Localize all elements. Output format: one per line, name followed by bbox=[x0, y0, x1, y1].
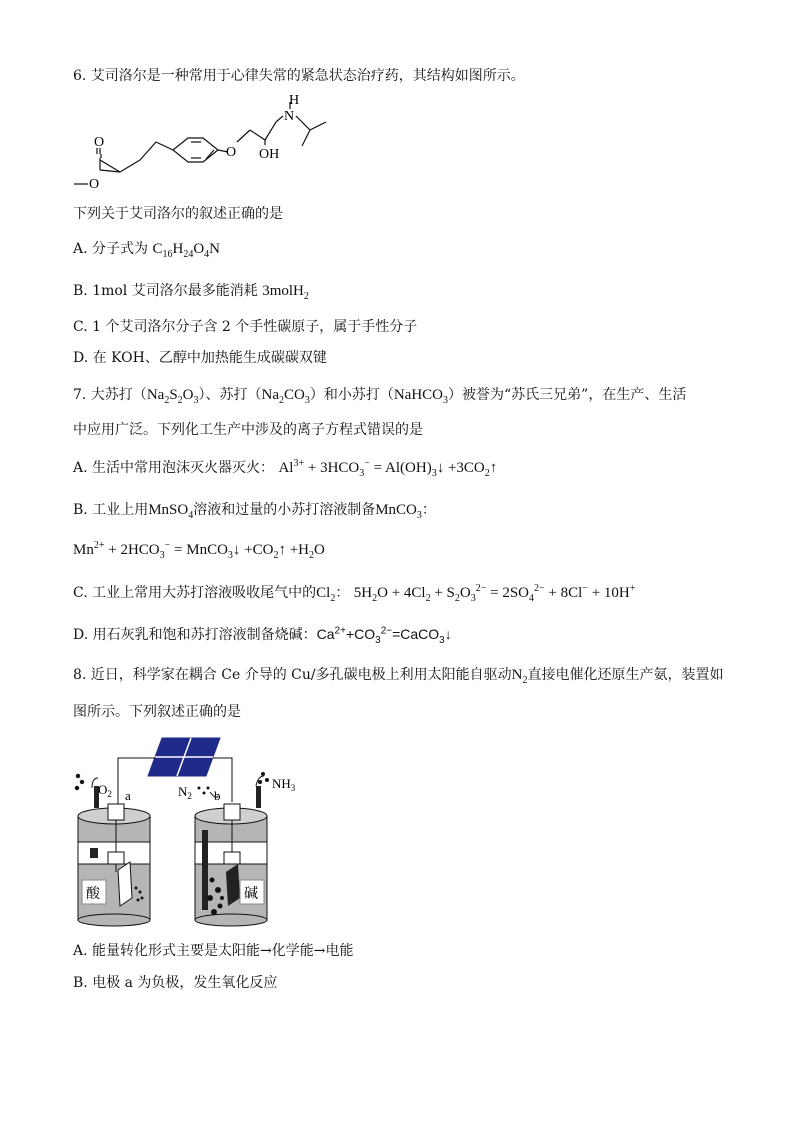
q7-stem: 7. 大苏打$(Na_2S_2O_3)$、苏打$(Na_2CO_3)$和小苏打（NaHCO$_3$）被誉为“苏氏三兄弟”，在生产、生活 bbox=[73, 387, 687, 406]
q8-stem: 8. 近日，科学家在耦合 Ce 介导的 Cu/多孔碳电极上利用太阳能自驱动$N_2$直接电催化还原生产氨，装置如 bbox=[73, 667, 724, 686]
acid-cell bbox=[78, 786, 150, 926]
q6-prompt: 下列关于艾司洛尔的叙述正确的是 bbox=[73, 206, 283, 222]
label-base: 碱 bbox=[244, 887, 258, 902]
label-n2: $N_2$ bbox=[178, 784, 192, 801]
label-nh3: $NH_3$ bbox=[272, 776, 296, 793]
q7-option-c: C. 工业上常用大苏打溶液吸收尾气中的$Cl_2$： $5H_2O + 4Cl_2 + S_2O_3^{2-} = 2SO_4^{2-} + 8Cl^- + 10H^+$ bbox=[73, 583, 636, 604]
structure-label-h: H bbox=[289, 93, 300, 108]
structure-label-n: N bbox=[284, 109, 295, 124]
structure-label-ether-o: O bbox=[226, 145, 237, 160]
label-acid: 酸 bbox=[86, 887, 100, 902]
q8-option-a: A. 能量转化形式主要是太阳能→化学能→电能 bbox=[73, 943, 354, 959]
q8-option-b: B. 电极 a 为负极，发生氧化反应 bbox=[73, 975, 278, 991]
q6-option-d: D. 在 KOH、乙醇中加热能生成碳碳双键 bbox=[73, 350, 327, 366]
label-o2: $O_2$ bbox=[98, 782, 112, 799]
esmolol-structure bbox=[70, 92, 370, 197]
q7-option-b: B. 工业上用MnSO$_4$溶液和过量的小苏打溶液制备MnCO$_3$： bbox=[73, 502, 436, 521]
q6-option-b: B. 1mol 艾司洛尔最多能消耗 3molH$_2$ bbox=[73, 283, 309, 302]
structure-label-ester-o: O bbox=[89, 177, 100, 192]
structure-label-oh: OH bbox=[259, 147, 280, 162]
solar-panel-icon bbox=[148, 738, 220, 776]
q7-option-a: A. 生活中常用泡沫灭火器灭火： $Al^{3+} + 3HCO_3^-$ = $Al(OH)_3↓$ $+3CO_2↑$ bbox=[73, 458, 498, 479]
q7-stem-line2: 中应用广泛。下列化工生产中涉及的离子方程式错误的是 bbox=[73, 422, 423, 438]
q6-option-a: A. 分子式为 $C_{16}H_{24}O_4N$ bbox=[73, 241, 221, 260]
q7-option-b-equation: $Mn^{2+} + 2HCO_3^-$ = MnCO$_3$↓ $+CO_2↑ +H_2O$ bbox=[73, 540, 325, 561]
q6-option-c: C. 1 个艾司洛尔分子含 2 个手性碳原子，属于手性分子 bbox=[73, 319, 418, 335]
q8-stem-line2: 图所示。下列叙述正确的是 bbox=[73, 704, 241, 720]
electrolysis-apparatus-diagram bbox=[70, 730, 310, 930]
q7-option-d: D. 用石灰乳和饱和苏打溶液制备烧碱：$Ca^{2+}+CO_3^{2-}=CaCO_3↓$ bbox=[73, 625, 452, 646]
structure-label-carbonyl-o: O bbox=[94, 135, 105, 150]
q6-stem: 6. 艾司洛尔是一种常用于心律失常的紧急状态治疗药，其结构如图所示。 bbox=[73, 68, 525, 84]
label-electrode-a: a bbox=[125, 788, 131, 803]
base-cell bbox=[195, 786, 267, 926]
label-electrode-b: b bbox=[214, 788, 221, 803]
